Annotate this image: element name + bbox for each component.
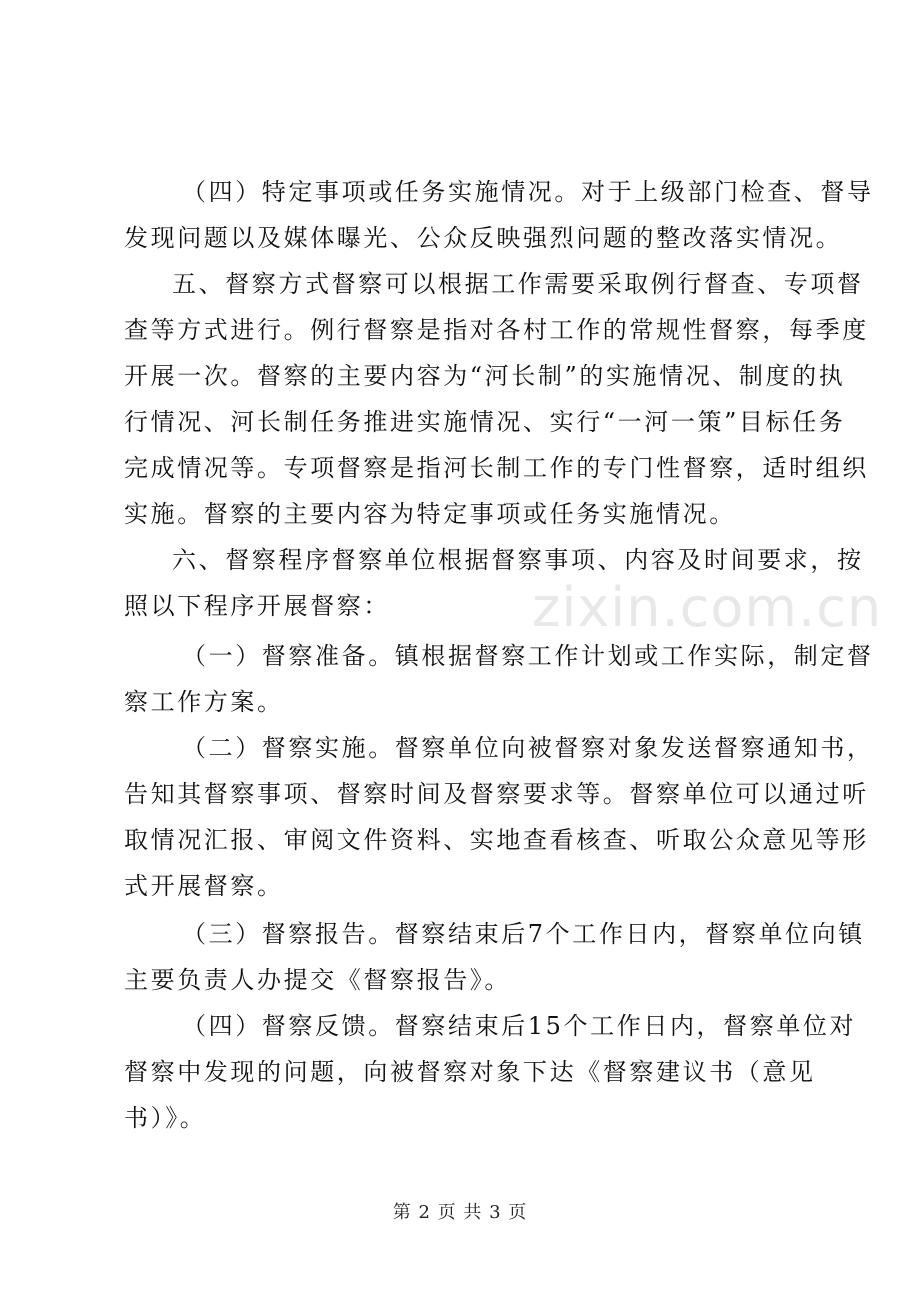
text-line: 行情况、河长制任务推进实施情况、实行“一河一策”目标任务 (124, 408, 846, 436)
watermark: zixin.com.cn (532, 576, 883, 639)
text-line: 式开展督察。 (124, 872, 284, 900)
text-line: 察工作方案。 (124, 688, 284, 716)
text-line: 督察中发现的问题，向被督察对象下达《督察建议书（意见 (124, 1058, 816, 1086)
text-line: 取情况汇报、审阅文件资料、实地查看核查、听取公众意见等形 (124, 826, 869, 854)
text-line: 发现问题以及媒体曝光、公众反映强烈问题的整改落实情况。 (124, 224, 843, 252)
text-line: （四）督察反馈。督察结束后15个工作日内，督察单位对 (182, 1012, 857, 1040)
text-line: 查等方式进行。例行督察是指对各村工作的常规性督察，每季度 (124, 316, 869, 344)
text-line: 实施。督察的主要内容为特定事项或任务实施情况。 (124, 500, 736, 528)
text-line: （二）督察实施。督察单位向被督察对象发送督察通知书， (182, 734, 874, 762)
text-line: 五、督察方式督察可以根据工作需要采取例行督查、专项督 (172, 270, 864, 298)
text-line: 六、督察程序督察单位根据督察事项、内容及时间要求，按 (172, 546, 864, 574)
text-line: （四）特定事项或任务实施情况。对于上级部门检查、督导 (182, 178, 874, 206)
text-line: 完成情况等。专项督察是指河长制工作的专门性督察，适时组织 (124, 454, 869, 482)
text-line: （三）督察报告。督察结束后7个工作日内，督察单位向镇 (182, 920, 865, 948)
text-line: 照以下程序开展督察： (124, 592, 390, 620)
text-line: 开展一次。督察的主要内容为“河长制”的实施情况、制度的执 (124, 362, 846, 390)
page-number-footer: 第 2 页 共 3 页 (392, 1202, 528, 1223)
text-line: 告知其督察事项、督察时间及督察要求等。督察单位可以通过听 (124, 780, 869, 808)
text-line: （一）督察准备。镇根据督察工作计划或工作实际，制定督 (182, 642, 874, 670)
text-line: 主要负责人办提交《督察报告》。 (124, 966, 511, 994)
text-line: 书）》。 (124, 1104, 207, 1132)
